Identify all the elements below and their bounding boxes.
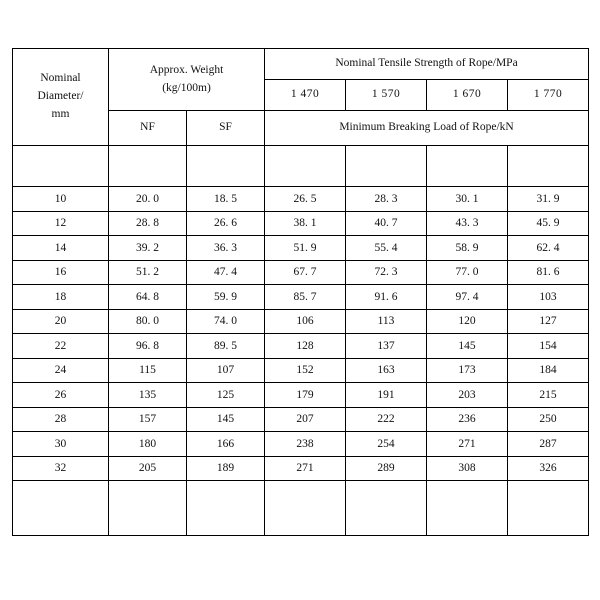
cell-load-1470: 38. 1 — [265, 211, 346, 236]
cell-weight-nf: 51. 2 — [109, 260, 187, 285]
header-diameter-line-3: mm — [51, 107, 70, 120]
cell-load-1470: 106 — [265, 309, 346, 334]
bottom-spacer-cell-nf — [109, 481, 187, 536]
cell-load-1670: 120 — [427, 309, 508, 334]
header-grade-1570: 1 570 — [346, 80, 427, 111]
cell-load-1470: 271 — [265, 456, 346, 481]
cell-load-1770: 62. 4 — [508, 236, 589, 261]
cell-load-1570: 222 — [346, 407, 427, 432]
cell-weight-sf: 26. 6 — [187, 211, 265, 236]
cell-load-1470: 238 — [265, 432, 346, 457]
spacer-cell-nf — [109, 146, 187, 187]
cell-weight-sf: 107 — [187, 358, 265, 383]
cell-weight-sf: 166 — [187, 432, 265, 457]
cell-weight-sf: 74. 0 — [187, 309, 265, 334]
cell-load-1470: 26. 5 — [265, 187, 346, 212]
cell-weight-nf: 96. 8 — [109, 334, 187, 359]
cell-load-1670: 236 — [427, 407, 508, 432]
table-row — [13, 432, 589, 457]
cell-weight-sf: 36. 3 — [187, 236, 265, 261]
cell-load-1770: 250 — [508, 407, 589, 432]
header-breaking-load: Minimum Breaking Load of Rope/kN — [265, 111, 589, 146]
cell-load-1770: 154 — [508, 334, 589, 359]
cell-diameter: 20 — [13, 309, 109, 334]
cell-diameter: 32 — [13, 456, 109, 481]
cell-load-1670: 43. 3 — [427, 211, 508, 236]
cell-diameter: 22 — [13, 334, 109, 359]
cell-weight-nf: 135 — [109, 383, 187, 408]
table-row — [13, 358, 589, 383]
bottom-spacer-cell-1670 — [427, 481, 508, 536]
cell-load-1670: 173 — [427, 358, 508, 383]
cell-load-1570: 137 — [346, 334, 427, 359]
cell-load-1570: 72. 3 — [346, 260, 427, 285]
cell-load-1570: 40. 7 — [346, 211, 427, 236]
bottom-spacer-cell-1470 — [265, 481, 346, 536]
cell-weight-sf: 47. 4 — [187, 260, 265, 285]
header-row-1 — [13, 49, 589, 80]
spacer-cell-1670 — [427, 146, 508, 187]
cell-load-1470: 179 — [265, 383, 346, 408]
bottom-spacer-cell-1770 — [508, 481, 589, 536]
header-approx-weight — [109, 49, 265, 111]
cell-weight-nf: 115 — [109, 358, 187, 383]
cell-load-1670: 97. 4 — [427, 285, 508, 310]
cell-load-1670: 30. 1 — [427, 187, 508, 212]
header-weight-nf: NF — [109, 111, 187, 146]
spacer-cell-sf — [187, 146, 265, 187]
cell-diameter: 10 — [13, 187, 109, 212]
cell-load-1770: 215 — [508, 383, 589, 408]
spacer-cell-diameter — [13, 146, 109, 187]
table-row — [13, 407, 589, 432]
cell-load-1570: 254 — [346, 432, 427, 457]
cell-weight-sf: 89. 5 — [187, 334, 265, 359]
cell-load-1770: 287 — [508, 432, 589, 457]
table-row — [13, 334, 589, 359]
header-weight-line-2: (kg/100m) — [162, 81, 211, 94]
header-diameter-line-1: Nominal — [40, 72, 81, 85]
table-sheet — [12, 48, 588, 564]
spacer-cell-1570 — [346, 146, 427, 187]
table-row — [13, 383, 589, 408]
cell-load-1570: 163 — [346, 358, 427, 383]
cell-weight-sf: 145 — [187, 407, 265, 432]
header-grade-1670: 1 670 — [427, 80, 508, 111]
cell-load-1770: 103 — [508, 285, 589, 310]
table-row — [13, 187, 589, 212]
table-row — [13, 236, 589, 261]
cell-load-1670: 145 — [427, 334, 508, 359]
cell-load-1670: 271 — [427, 432, 508, 457]
table-row — [13, 285, 589, 310]
table-row — [13, 456, 589, 481]
cell-load-1670: 308 — [427, 456, 508, 481]
cell-diameter: 14 — [13, 236, 109, 261]
bottom-spacer-cell-sf — [187, 481, 265, 536]
cell-load-1570: 28. 3 — [346, 187, 427, 212]
header-weight-sf: SF — [187, 111, 265, 146]
table-row — [13, 260, 589, 285]
cell-load-1470: 85. 7 — [265, 285, 346, 310]
cell-weight-nf: 205 — [109, 456, 187, 481]
header-tensile-strength: Nominal Tensile Strength of Rope/MPa — [265, 49, 589, 80]
cell-load-1770: 31. 9 — [508, 187, 589, 212]
table-row — [13, 211, 589, 236]
cell-load-1770: 127 — [508, 309, 589, 334]
header-grade-1470: 1 470 — [265, 80, 346, 111]
cell-load-1770: 45. 9 — [508, 211, 589, 236]
cell-load-1470: 207 — [265, 407, 346, 432]
cell-weight-nf: 157 — [109, 407, 187, 432]
spacer-cell-1770 — [508, 146, 589, 187]
cell-diameter: 26 — [13, 383, 109, 408]
header-nominal-diameter — [13, 49, 109, 146]
bottom-spacer-row — [13, 481, 589, 536]
cell-weight-nf: 80. 0 — [109, 309, 187, 334]
cell-load-1570: 191 — [346, 383, 427, 408]
spacer-cell-1470 — [265, 146, 346, 187]
cell-weight-sf: 59. 9 — [187, 285, 265, 310]
cell-load-1570: 55. 4 — [346, 236, 427, 261]
cell-weight-sf: 125 — [187, 383, 265, 408]
cell-load-1470: 67. 7 — [265, 260, 346, 285]
cell-diameter: 30 — [13, 432, 109, 457]
cell-load-1570: 289 — [346, 456, 427, 481]
cell-diameter: 28 — [13, 407, 109, 432]
bottom-spacer-cell-diameter — [13, 481, 109, 536]
header-diameter-line-2: Diameter/ — [37, 90, 84, 103]
cell-weight-nf: 20. 0 — [109, 187, 187, 212]
cell-weight-nf: 39. 2 — [109, 236, 187, 261]
cell-load-1470: 152 — [265, 358, 346, 383]
spacer-row — [13, 146, 589, 187]
cell-diameter: 18 — [13, 285, 109, 310]
cell-load-1470: 128 — [265, 334, 346, 359]
cell-diameter: 12 — [13, 211, 109, 236]
cell-load-1470: 51. 9 — [265, 236, 346, 261]
cell-weight-sf: 189 — [187, 456, 265, 481]
cell-load-1670: 58. 9 — [427, 236, 508, 261]
rope-specification-table — [12, 48, 589, 536]
cell-load-1570: 113 — [346, 309, 427, 334]
cell-weight-nf: 28. 8 — [109, 211, 187, 236]
cell-load-1770: 184 — [508, 358, 589, 383]
cell-weight-nf: 180 — [109, 432, 187, 457]
header-grade-1770: 1 770 — [508, 80, 589, 111]
header-weight-line-1: Approx. Weight — [149, 63, 224, 76]
cell-load-1570: 91. 6 — [346, 285, 427, 310]
cell-weight-sf: 18. 5 — [187, 187, 265, 212]
cell-diameter: 24 — [13, 358, 109, 383]
cell-load-1770: 326 — [508, 456, 589, 481]
bottom-spacer-cell-1570 — [346, 481, 427, 536]
cell-weight-nf: 64. 8 — [109, 285, 187, 310]
cell-load-1770: 81. 6 — [508, 260, 589, 285]
table-row — [13, 309, 589, 334]
cell-load-1670: 77. 0 — [427, 260, 508, 285]
cell-load-1670: 203 — [427, 383, 508, 408]
cell-diameter: 16 — [13, 260, 109, 285]
